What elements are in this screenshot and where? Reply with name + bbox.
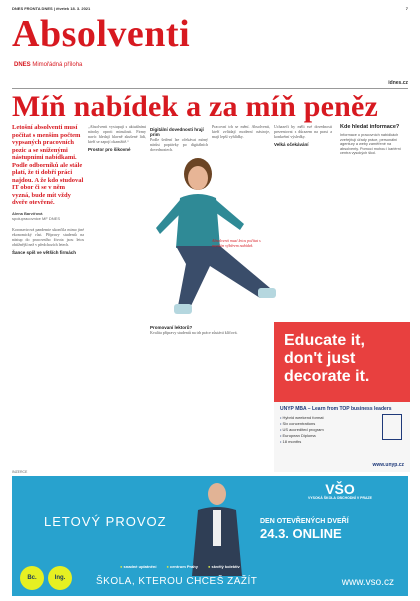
vso-url[interactable]: www.vso.cz	[341, 577, 394, 588]
slogan-line: decorate it.	[284, 368, 370, 385]
mba-title: UNYP MBA – Learn from TOP business leaders	[280, 406, 392, 412]
bc-badge: Bc.	[20, 566, 44, 590]
unyp-mba-ad[interactable]	[274, 322, 410, 472]
section-masthead: Absolventi	[12, 13, 191, 55]
mba-slogan-box	[274, 322, 410, 402]
vso-logo-sub: VYSOKÁ ŠKOLA OBCHODNÍ V PRAZE	[307, 496, 372, 500]
page-number: 7	[405, 5, 408, 11]
article-lead: Letošní absolventi musí počítat s menším počtem vypsaných pracovních pozic a se sníženými nástupními nabídkami. Podle odborníků ale stále platí, že ti dobří práci najdou. A že kdo studoval IT obor či se v něm vyzná, bude mít vždy dveře otevřené.	[12, 124, 84, 206]
sidebar-title: Kde hledat informace?	[340, 124, 400, 130]
issue-info: DNES FRONTA DNES | čtvrtek 18. 3. 2021	[12, 5, 91, 11]
mba-bullet: • 18 months	[280, 439, 404, 445]
lower-article-block	[150, 322, 270, 335]
section-subhead: Promovaní lektorů?	[150, 325, 193, 330]
author-role: spolupracovnice MF DNES	[12, 215, 61, 221]
slogan-line: don't just	[284, 350, 356, 367]
article-headline: Míň nabídek a za míň peněz	[12, 90, 379, 123]
body-text: Uchazeči by měli své dovednosti prezentovat s důrazem na praxi a konkrétní výsledky.	[274, 124, 332, 139]
body-text: Pracovní trh se mění. Absolventi, kteří zvládají moderní nástroje, mají lepší vyhlídky.	[212, 124, 270, 139]
unyp-logo-icon	[382, 414, 402, 440]
vso-logo-text: VŠO	[325, 481, 355, 497]
mba-bullet: • Six concentrations	[280, 421, 404, 427]
perk-item: ● snadné uplatnění	[120, 564, 156, 569]
text-column	[212, 124, 270, 139]
mba-bullet: • European Diploma	[280, 433, 404, 439]
graduate-photo	[150, 138, 280, 316]
perk-item: ● centrum Prahy	[166, 564, 198, 569]
header-rule	[12, 88, 408, 89]
supplement-label	[14, 62, 82, 68]
body-text: Podle šetření lze očekávat mírný nárůst poptávky po digitálních dovednostech.	[150, 137, 208, 152]
site-url: idnes.cz	[388, 80, 408, 86]
vso-ad[interactable]	[12, 476, 408, 596]
info-sidebar	[340, 124, 408, 156]
lead-column	[12, 124, 84, 255]
photo-caption	[212, 238, 268, 248]
text-column	[274, 124, 332, 147]
text-column	[88, 124, 146, 152]
body-text: Koronavirová pandemie ukončila mimo jiné ekonomický růst. Přípravy studentů na nástup do pracovního života jsou letos obtížnější než v předchozích letech.	[12, 226, 84, 247]
advert-label: INZERCE	[12, 470, 28, 474]
graduate-figure	[172, 476, 262, 576]
mba-bullet: • Hybrid weekend format	[280, 415, 404, 421]
ing-badge: Ing.	[48, 566, 72, 590]
body-text: Kvalita přípravy studentů na trh práce zůstává klíčová.	[150, 330, 238, 335]
section-subhead: Velká očekávání	[274, 142, 309, 147]
open-day-title: DEN OTEVŘENÝCH DVEŘÍ	[260, 518, 349, 525]
section-subhead: Šance spíš ve větších firmách	[12, 249, 77, 255]
section-subhead: Digitální dovednosti hrají prim	[150, 127, 204, 137]
perk-item: ● skvělý kolektiv	[208, 564, 240, 569]
mba-bullet: • US accredited program	[280, 427, 404, 433]
ad-perks	[120, 564, 240, 569]
sidebar-text: Informace o pracovních nabídkách zveřejňují úřady práce, personální agentury a weby zaměřené na absolventy. Pomoci mohou i kariérní centra vysokých škol.	[340, 133, 401, 156]
section-subhead: Prostor pro šikovné	[88, 147, 131, 152]
author-name: Alena Barvířová	[12, 210, 43, 216]
ad-heading: LETOVÝ PROVOZ	[44, 514, 167, 529]
slogan-line: Educate it,	[284, 332, 365, 349]
body-text: „Absolventi vystupují s aktuálními nároky oproti minulosti. Firmy navíc hledají hlavně zkušené lidi, kteří se zapojí okamžitě.“	[88, 124, 146, 144]
caption-text: Absolventi musí letos počítat s menším výběrem nabídek.	[212, 238, 261, 248]
dnes-brand: DNES	[14, 62, 31, 68]
ad-tagline: ŠKOLA, KTEROU CHCEŠ ZAŽÍT	[96, 576, 258, 587]
supplement-type: Mimořádná příloha	[32, 62, 83, 68]
vso-logo	[308, 482, 372, 500]
mba-url[interactable]: www.unyp.cz	[372, 462, 404, 468]
page-topline	[12, 4, 408, 12]
mba-details	[274, 402, 410, 472]
open-day-date: 24.3. ONLINE	[260, 526, 342, 541]
